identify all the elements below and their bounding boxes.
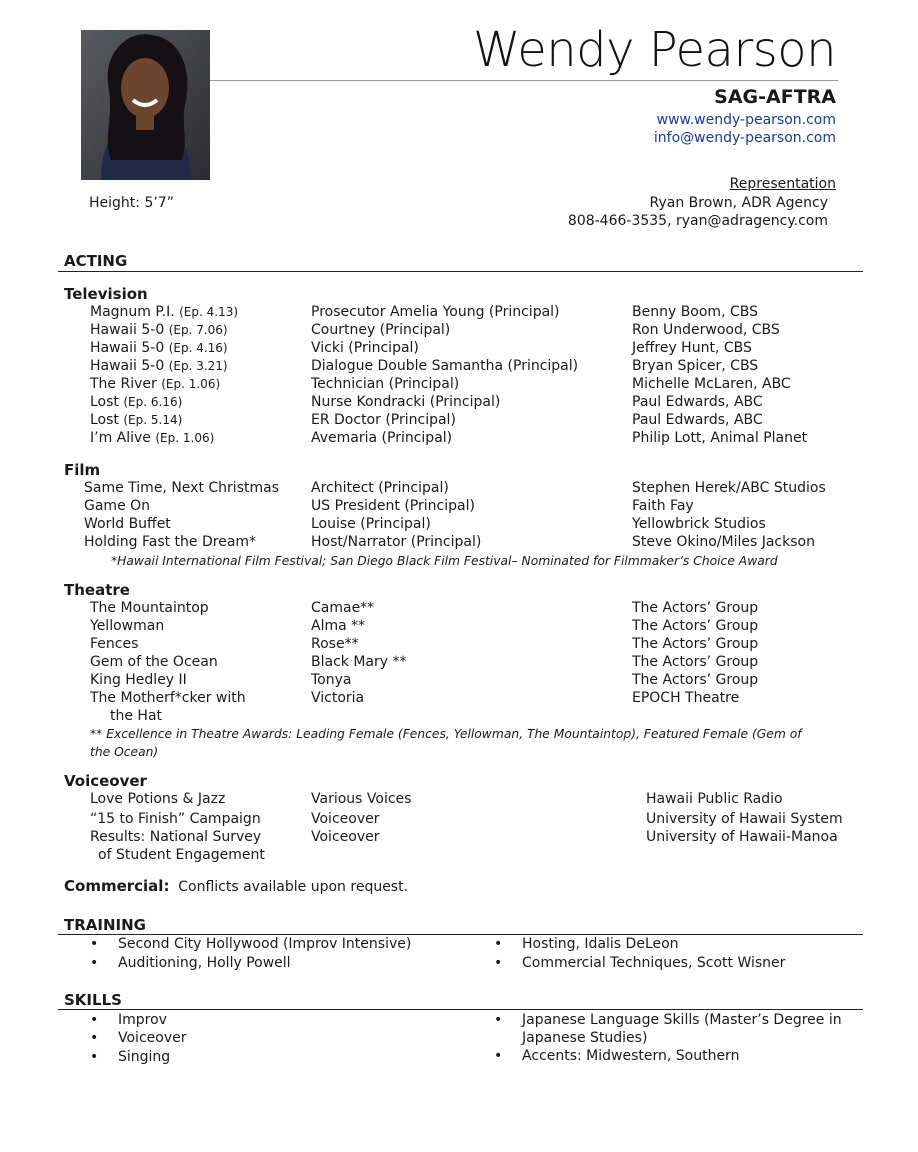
table-row [0, 480, 918, 498]
bullet-icon: • [494, 1012, 503, 1028]
show-title: Lost (Ep. 5.14) [90, 412, 183, 428]
bullet-icon: • [494, 955, 503, 971]
vo-title: Love Potions & Jazz [90, 791, 226, 807]
credit: The Actors’ Group [632, 672, 759, 688]
table-row [0, 618, 918, 636]
role: Technician (Principal) [311, 376, 460, 392]
play-title: The Mountaintop [90, 600, 209, 616]
agent-contact: 808-466-3535, ryan@adragency.com [567, 213, 828, 229]
bullet-icon: • [90, 1030, 99, 1046]
credit: Hawaii Public Radio [646, 791, 783, 807]
headshot-photo [81, 30, 210, 180]
show-title: Hawaii 5-0 (Ep. 3.21) [90, 358, 228, 374]
actor-name: Wendy Pearson [473, 22, 836, 78]
play-title: Fences [90, 636, 139, 652]
credit: Yellowbrick Studios [632, 516, 766, 532]
role: Various Voices [311, 791, 412, 807]
credit: Ron Underwood, CBS [632, 322, 780, 338]
credit: The Actors’ Group [632, 600, 759, 616]
table-row [0, 534, 918, 552]
show-title: I’m Alive (Ep. 1.06) [90, 430, 215, 446]
table-row [0, 322, 918, 340]
credit: Bryan Spicer, CBS [632, 358, 759, 374]
voiceover-heading: Voiceover [64, 772, 147, 790]
website-link[interactable]: www.wendy-pearson.com [656, 112, 836, 128]
play-title: King Hedley II [90, 672, 187, 688]
table-row [0, 412, 918, 430]
role: Host/Narrator (Principal) [311, 534, 482, 550]
name-divider [210, 80, 838, 81]
table-row [0, 376, 918, 394]
show-title: Hawaii 5-0 (Ep. 7.06) [90, 322, 228, 338]
role: Black Mary ** [311, 654, 407, 670]
role: ER Doctor (Principal) [311, 412, 456, 428]
table-row [0, 708, 918, 726]
credit: Steve Okino/Miles Jackson [632, 534, 815, 550]
role: Voiceover [311, 811, 380, 827]
credit: Michelle McLaren, ABC [632, 376, 791, 392]
show-title: Magnum P.I. (Ep. 4.13) [90, 304, 239, 320]
role: Camae** [311, 600, 375, 616]
role: Victoria [311, 690, 365, 706]
bullet-icon: • [90, 1049, 99, 1065]
theatre-footnote: ** Excellence in Theatre Awards: Leading Female (Fences, Yellowman, The Mountaintop), Featured Female (Gem of [90, 727, 802, 741]
table-row [0, 358, 918, 376]
credit: Stephen Herek/ABC Studios [632, 480, 826, 496]
theatre-heading: Theatre [64, 581, 130, 599]
credit: Paul Edwards, ABC [632, 412, 763, 428]
credit: The Actors’ Group [632, 654, 759, 670]
role: Rose** [311, 636, 359, 652]
role: Voiceover [311, 829, 380, 845]
bullet-icon: • [90, 955, 99, 971]
film-title: Same Time, Next Christmas [84, 480, 279, 496]
table-row [0, 636, 918, 654]
skills-divider [58, 1009, 863, 1010]
role: Alma ** [311, 618, 366, 634]
credit: Benny Boom, CBS [632, 304, 758, 320]
credit: University of Hawaii System [646, 811, 843, 827]
table-row [0, 672, 918, 690]
bullet-icon: • [494, 1048, 503, 1064]
credit: Paul Edwards, ABC [632, 394, 763, 410]
training-heading: TRAINING [64, 916, 146, 934]
skills-heading: SKILLS [64, 991, 122, 1009]
commercial-line [64, 877, 408, 895]
height-stat: Height: 5’7” [89, 195, 174, 211]
union-affiliation: SAG-AFTRA [714, 86, 836, 108]
table-row [0, 847, 918, 865]
film-heading: Film [64, 461, 101, 479]
role: Tonya [311, 672, 352, 688]
representation-heading: Representation [729, 176, 836, 192]
television-heading: Television [64, 285, 148, 303]
agent-name: Ryan Brown, ADR Agency [649, 195, 828, 211]
role: Louise (Principal) [311, 516, 431, 532]
credit: Philip Lott, Animal Planet [632, 430, 808, 446]
bullet-icon: • [90, 936, 99, 952]
show-title: The River (Ep. 1.06) [90, 376, 221, 392]
table-row [0, 654, 918, 672]
film-footnote: *Hawaii International Film Festival; San Diego Black Film Festival– Nominated for Filmmaker’s Choice Award [111, 554, 778, 568]
commercial-label: Commercial: [64, 877, 170, 895]
play-title: Yellowman [90, 618, 165, 634]
acting-divider [58, 271, 863, 272]
role: Dialogue Double Samantha (Principal) [311, 358, 579, 374]
table-row [0, 829, 918, 847]
table-row [0, 690, 918, 708]
vo-title: Results: National Survey [90, 829, 262, 845]
credit: University of Hawaii-Manoa [646, 829, 838, 845]
bullet-icon: • [90, 1012, 99, 1028]
email-link[interactable]: info@wendy-pearson.com [653, 130, 836, 146]
table-row [0, 600, 918, 618]
credit: The Actors’ Group [632, 618, 759, 634]
commercial-text: Conflicts available upon request. [178, 879, 409, 895]
role: Prosecutor Amelia Young (Principal) [311, 304, 560, 320]
table-row [0, 516, 918, 534]
vo-title-continued: of Student Engagement [98, 847, 265, 863]
headshot-image [81, 30, 210, 180]
film-title: World Buffet [84, 516, 171, 532]
role: Nurse Kondracki (Principal) [311, 394, 501, 410]
film-title: Game On [84, 498, 151, 514]
vo-title: “15 to Finish” Campaign [90, 811, 261, 827]
table-row [0, 394, 918, 412]
role: Courtney (Principal) [311, 322, 451, 338]
role: Avemaria (Principal) [311, 430, 453, 446]
table-row [0, 340, 918, 358]
role: Architect (Principal) [311, 480, 449, 496]
show-title: Hawaii 5-0 (Ep. 4.16) [90, 340, 228, 356]
table-row [0, 430, 918, 448]
play-title-continued: the Hat [110, 708, 163, 724]
role: US President (Principal) [311, 498, 475, 514]
credit: Faith Fay [632, 498, 694, 514]
credit: EPOCH Theatre [632, 690, 740, 706]
table-row [0, 811, 918, 829]
play-title: Gem of the Ocean [90, 654, 218, 670]
acting-heading: ACTING [64, 252, 128, 270]
bullet-icon: • [494, 936, 503, 952]
table-row [0, 791, 918, 809]
theatre-footnote-cont: the Ocean) [90, 745, 159, 759]
credit: Jeffrey Hunt, CBS [632, 340, 752, 356]
table-row [0, 498, 918, 516]
table-row [0, 304, 918, 322]
film-title: Holding Fast the Dream* [84, 534, 257, 550]
training-divider [58, 934, 863, 935]
credit: The Actors’ Group [632, 636, 759, 652]
role: Vicki (Principal) [311, 340, 419, 356]
show-title: Lost (Ep. 6.16) [90, 394, 183, 410]
play-title: The Motherf*cker with [90, 690, 246, 706]
